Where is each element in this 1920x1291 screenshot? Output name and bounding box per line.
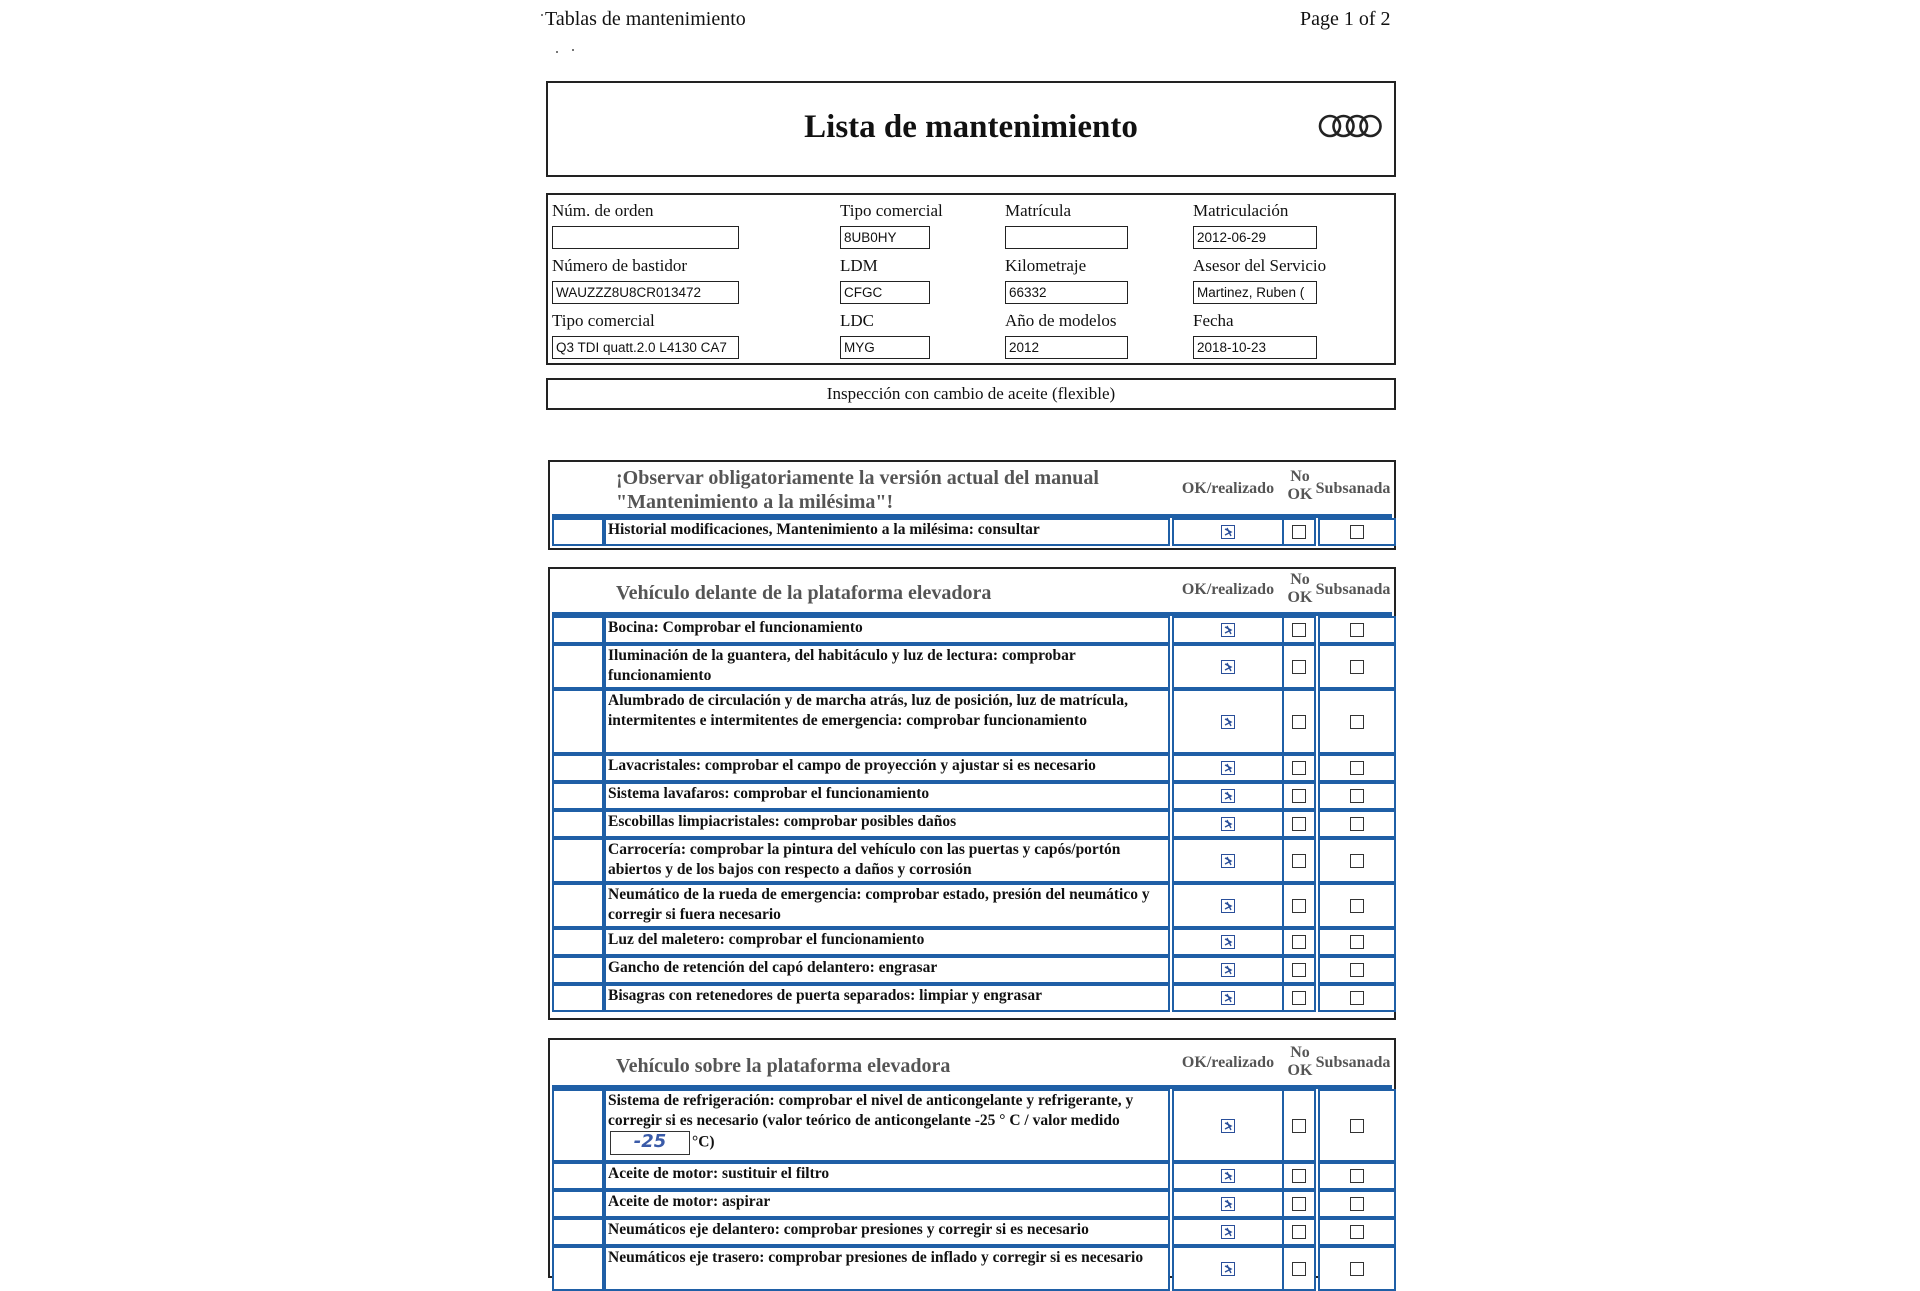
subsanada-checkbox[interactable] [1350,525,1364,539]
commercial-type-2-label: Tipo comercial [552,311,655,330]
section-title: Vehículo delante de la plataforma elevadora [616,582,992,604]
title-box [546,81,1396,177]
ldm-label: LDM [840,256,878,275]
nok-checkbox[interactable] [1292,525,1306,539]
service-advisor-field[interactable]: Martinez, Ruben ( [1193,281,1317,304]
ok-checkbox[interactable] [1221,525,1235,539]
ok-cell [1172,1162,1284,1190]
date-label: Fecha [1193,311,1234,330]
checklist-item-label: Historial modificaciones, Mantenimiento a la milésima: consultar [604,518,1170,546]
section-manual-notice [548,460,1396,550]
checklist-item-label: Bocina: Comprobar el funcionamiento [604,616,1170,644]
subsanada-checkbox[interactable] [1350,761,1364,775]
col-nok-header-1: No [1290,571,1310,588]
ok-cell [1172,810,1284,838]
subsanada-cell [1318,754,1396,782]
subsanada-cell [1318,1218,1396,1246]
nok-checkbox[interactable] [1292,1262,1306,1276]
plate-label: Matrícula [1005,201,1072,220]
row-index-cell [552,1218,604,1246]
checklist-item-label: Alumbrado de circulación y de marcha atrás, luz de posición, luz de matrícula, intermitentes e intermitentes de emergencia: comprobar funcionamiento [604,689,1170,754]
ok-checkbox[interactable] [1221,817,1235,831]
date-field[interactable]: 2018-10-23 [1193,336,1317,359]
ok-cell [1172,1089,1284,1162]
nok-checkbox[interactable] [1292,1197,1306,1211]
subsanada-cell [1318,810,1396,838]
scan-speck [572,49,574,51]
ok-cell [1172,984,1284,1012]
ok-checkbox[interactable] [1221,1262,1235,1276]
ok-cell [1172,928,1284,956]
nok-checkbox[interactable] [1292,660,1306,674]
ok-checkbox[interactable] [1221,991,1235,1005]
ok-checkbox[interactable] [1221,854,1235,868]
mileage-field[interactable]: 66332 [1005,281,1128,304]
item-text-unit: °C) [692,1133,715,1151]
nok-checkbox[interactable] [1292,1169,1306,1183]
subsanada-cell [1318,883,1396,928]
nok-cell [1282,689,1316,754]
service-type-box: Inspección con cambio de aceite (flexible) [546,378,1396,410]
ok-checkbox[interactable] [1221,1225,1235,1239]
vin-label: Número de bastidor [552,256,688,275]
checklist-item-label: Neumáticos eje delantero: comprobar presiones y corregir si es necesario [604,1218,1170,1246]
checklist-item-label: Lavacristales: comprobar el campo de proyección y ajustar si es necesario [604,754,1170,782]
subsanada-cell [1318,984,1396,1012]
model-year-label: Año de modelos [1005,311,1117,330]
ok-checkbox[interactable] [1221,660,1235,674]
nok-cell [1282,956,1316,984]
scan-speck [541,14,543,16]
ok-checkbox[interactable] [1221,789,1235,803]
nok-checkbox[interactable] [1292,789,1306,803]
subsanada-cell [1318,928,1396,956]
nok-cell [1282,1246,1316,1291]
row-index-cell [552,956,604,984]
nok-cell [1282,1089,1316,1162]
checklist-item-label: Neumático de la rueda de emergencia: comprobar estado, presión del neumático y corregir si fuera necesario [604,883,1170,928]
ok-cell [1172,956,1284,984]
commercial-type-2-field[interactable]: Q3 TDI quatt.2.0 L4130 CA7 [552,336,739,359]
col-nok-header-2: OK [1287,1062,1313,1079]
checklist-item-label: Carrocería: comprobar la pintura del vehículo con las puertas y capós/portón abiertos y de los bajos con respecto a daños y corrosión [604,838,1170,883]
row-index-cell [552,984,604,1012]
section-title: ¡Observar obligatoriamente la versión actual del manual [616,467,1099,489]
subsanada-checkbox[interactable] [1350,1119,1364,1133]
row-index-cell [552,518,604,546]
ldc-label: LDC [840,311,874,330]
nok-checkbox[interactable] [1292,963,1306,977]
row-index-cell [552,689,604,754]
subsanada-checkbox[interactable] [1350,715,1364,729]
ok-checkbox[interactable] [1221,761,1235,775]
subsanada-cell [1318,1162,1396,1190]
ok-checkbox[interactable] [1221,1119,1235,1133]
document-title: Lista de mantenimiento [804,109,1138,145]
scan-speck [556,51,558,53]
row-index-cell [552,883,604,928]
subsanada-checkbox[interactable] [1350,1197,1364,1211]
subsanada-cell [1318,1089,1396,1162]
nok-checkbox[interactable] [1292,715,1306,729]
nok-checkbox[interactable] [1292,623,1306,637]
ldc-field[interactable]: MYG [840,336,930,359]
subsanada-cell [1318,1246,1396,1291]
checklist-item-label [604,1089,1170,1162]
col-subsanada-header: Subsanada [1315,480,1391,497]
row-index-cell [552,1190,604,1218]
subsanada-checkbox[interactable] [1350,854,1364,868]
row-index-cell [552,1089,604,1162]
audi-rings-logo [1318,113,1382,144]
ok-cell [1172,644,1284,689]
vehicle-info-box [546,193,1396,365]
nok-cell [1282,928,1316,956]
checklist-item-label: Escobillas limpiacristales: comprobar posibles daños [604,810,1170,838]
subsanada-cell [1318,518,1396,546]
section-front-of-lift [548,567,1396,1020]
checklist-item-label: Bisagras con retenedores de puerta separados: limpiar y engrasar [604,984,1170,1012]
ok-checkbox[interactable] [1221,1169,1235,1183]
nok-cell [1282,616,1316,644]
subsanada-checkbox[interactable] [1350,935,1364,949]
subsanada-cell [1318,1190,1396,1218]
ok-checkbox[interactable] [1221,899,1235,913]
ldm-field[interactable]: CFGC [840,281,930,304]
ok-checkbox[interactable] [1221,1197,1235,1211]
subsanada-checkbox[interactable] [1350,660,1364,674]
item-text: Sistema de refrigeración: comprobar el nivel de anticongelante y refrigerante, y corregir si es necesario (valor teórico de anticongelante -25 ° C / valor medido [608,1092,1134,1129]
ok-cell [1172,518,1284,546]
commercial-type-label: Tipo comercial [840,201,943,220]
nok-cell [1282,518,1316,546]
page-header-left: Tablas de mantenimiento [545,8,746,30]
ok-cell [1172,1218,1284,1246]
section-title-line2: "Mantenimiento a la milésima"! [616,491,894,513]
subsanada-checkbox[interactable] [1350,1262,1364,1276]
subsanada-checkbox[interactable] [1350,817,1364,831]
nok-checkbox[interactable] [1292,991,1306,1005]
subsanada-cell [1318,616,1396,644]
row-index-cell [552,810,604,838]
subsanada-cell [1318,782,1396,810]
checklist-item-label: Neumáticos eje trasero: comprobar presiones de inflado y corregir si es necesario [604,1246,1170,1291]
checklist-item-label: Gancho de retención del capó delantero: engrasar [604,956,1170,984]
nok-checkbox[interactable] [1292,817,1306,831]
row-index-cell [552,644,604,689]
checklist-item-label: Sistema lavafaros: comprobar el funcionamiento [604,782,1170,810]
subsanada-cell [1318,644,1396,689]
checklist-item-label: Aceite de motor: aspirar [604,1190,1170,1218]
plate-field[interactable] [1005,226,1128,249]
service-advisor-label: Asesor del Servicio [1193,256,1327,275]
subsanada-cell [1318,689,1396,754]
nok-checkbox[interactable] [1292,899,1306,913]
subsanada-checkbox[interactable] [1350,789,1364,803]
checklist-item-label: Luz del maletero: comprobar el funcionamiento [604,928,1170,956]
nok-cell [1282,1190,1316,1218]
vin-field[interactable]: WAUZZZ8U8CR013472 [552,281,739,304]
ok-checkbox[interactable] [1221,963,1235,977]
ok-checkbox[interactable] [1221,623,1235,637]
order-number-label: Núm. de orden [552,201,654,220]
ok-cell [1172,883,1284,928]
col-nok-header-1: No [1290,468,1310,485]
subsanada-checkbox[interactable] [1350,899,1364,913]
col-nok-header-2: OK [1287,486,1313,503]
subsanada-checkbox[interactable] [1350,623,1364,637]
row-index-cell [552,1162,604,1190]
row-index-cell [552,928,604,956]
col-nok-header-1: No [1290,1044,1310,1061]
ok-checkbox[interactable] [1221,935,1235,949]
subsanada-cell [1318,956,1396,984]
nok-checkbox[interactable] [1292,1225,1306,1239]
nok-cell [1282,810,1316,838]
ok-checkbox[interactable] [1221,715,1235,729]
col-ok-header: OK/realizado [1181,1054,1275,1071]
nok-checkbox[interactable] [1292,854,1306,868]
subsanada-checkbox[interactable] [1350,1225,1364,1239]
order-number-field[interactable] [552,226,739,249]
nok-checkbox[interactable] [1292,1119,1306,1133]
measured-value-field[interactable]: -25 [610,1131,690,1155]
checklist-item-label: Iluminación de la guantera, del habitáculo y luz de lectura: comprobar funcionamiento [604,644,1170,689]
ok-cell [1172,838,1284,883]
row-index-cell [552,782,604,810]
subsanada-checkbox[interactable] [1350,991,1364,1005]
col-subsanada-header: Subsanada [1315,581,1391,598]
model-year-field[interactable]: 2012 [1005,336,1128,359]
col-ok-header: OK/realizado [1181,581,1275,598]
col-nok-header-2: OK [1287,589,1313,606]
nok-checkbox[interactable] [1292,761,1306,775]
row-index-cell [552,754,604,782]
ok-cell [1172,616,1284,644]
ok-cell [1172,754,1284,782]
nok-checkbox[interactable] [1292,935,1306,949]
nok-cell [1282,754,1316,782]
nok-cell [1282,1162,1316,1190]
nok-cell [1282,838,1316,883]
subsanada-checkbox[interactable] [1350,963,1364,977]
section-on-lift [548,1038,1396,1278]
col-ok-header: OK/realizado [1181,480,1275,497]
nok-cell [1282,644,1316,689]
subsanada-cell [1318,838,1396,883]
page-number: Page 1 of 2 [1300,8,1391,30]
mileage-label: Kilometraje [1005,256,1087,275]
checklist-item-label: Aceite de motor: sustituir el filtro [604,1162,1170,1190]
commercial-type-field[interactable]: 8UB0HY [840,226,930,249]
row-index-cell [552,838,604,883]
ok-cell [1172,1246,1284,1291]
ok-cell [1172,689,1284,754]
row-index-cell [552,616,604,644]
nok-cell [1282,883,1316,928]
section-title: Vehículo sobre la plataforma elevadora [616,1055,951,1077]
row-index-cell [552,1246,604,1291]
nok-cell [1282,984,1316,1012]
registration-date-label: Matriculación [1193,201,1289,220]
subsanada-checkbox[interactable] [1350,1169,1364,1183]
registration-date-field[interactable]: 2012-06-29 [1193,226,1317,249]
col-subsanada-header: Subsanada [1315,1054,1391,1071]
ok-cell [1172,782,1284,810]
nok-cell [1282,1218,1316,1246]
nok-cell [1282,782,1316,810]
ok-cell [1172,1190,1284,1218]
